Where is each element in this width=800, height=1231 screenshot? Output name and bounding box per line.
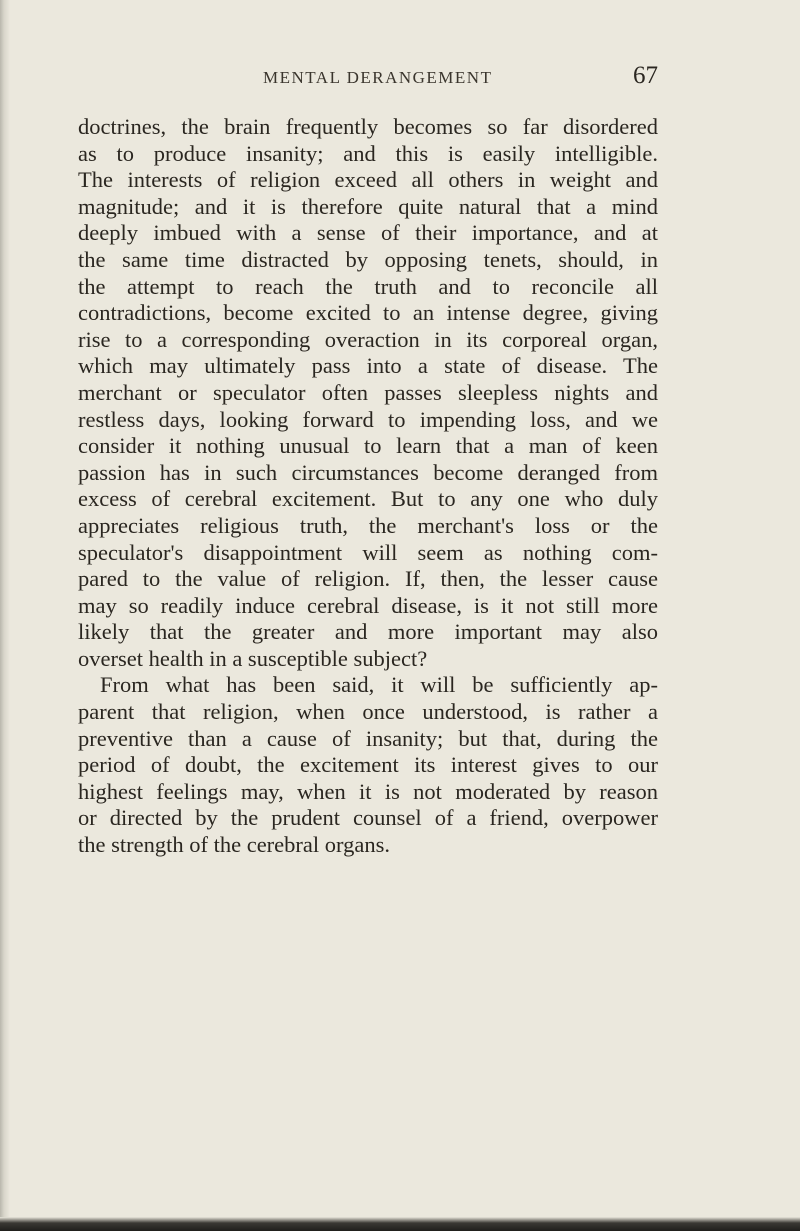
text-line: excess of cerebral excitement. But to any one who duly (78, 486, 658, 512)
text-line: the attempt to reach the truth and to reconcile all (78, 273, 658, 299)
text-line: merchant or speculator often passes sleepless nights and (78, 379, 658, 405)
text-line: passion has in such circumstances become deranged from (78, 459, 658, 485)
paragraph-1 (78, 114, 658, 672)
text-line: contradictions, become excited to an intense degree, giving (78, 300, 658, 326)
text-line: restless days, looking forward to impending loss, and we (78, 406, 658, 432)
text-line: as to produce insanity; and this is easily intelligible. (78, 140, 658, 166)
paragraph-2 (78, 672, 658, 858)
text-line: From what has been said, it will be sufficiently ap- (100, 672, 658, 698)
text-line: preventive than a cause of insanity; but that, during the (78, 725, 658, 751)
text-line: appreciates religious truth, the merchant's loss or the (78, 512, 658, 538)
text-line: doctrines, the brain frequently becomes so far disordered (78, 114, 658, 139)
text-line: pared to the value of religion. If, then, the lesser cause (78, 566, 658, 592)
page-bottom-edge (0, 1217, 800, 1231)
text-line: or directed by the prudent counsel of a friend, overpower (78, 805, 658, 831)
text-line: deeply imbued with a sense of their importance, and at (78, 220, 658, 246)
text-line: period of doubt, the excitement its interest gives to our (78, 752, 658, 778)
page-number: 67 (633, 62, 658, 89)
text-line: the strength of the cerebral organs. (78, 832, 390, 858)
text-line: magnitude; and it is therefore quite natural that a mind (78, 193, 658, 219)
running-head (78, 62, 658, 92)
text-line: consider it nothing unusual to learn that a man of keen (78, 433, 658, 459)
text-line: highest feelings may, when it is not moderated by reason (78, 778, 658, 804)
text-line: The interests of religion exceed all others in weight and (78, 167, 658, 193)
text-line: speculator's disappointment will seem as nothing com- (78, 539, 658, 565)
body-text (78, 114, 658, 859)
text-line: parent that religion, when once understood, is rather a (78, 699, 658, 725)
running-title: MENTAL DERANGEMENT (263, 68, 493, 87)
text-line: overset health in a susceptible subject? (78, 645, 428, 671)
text-line: the same time distracted by opposing tenets, should, in (78, 246, 658, 272)
text-line: which may ultimately pass into a state of disease. The (78, 353, 658, 379)
text-line: likely that the greater and more important may also (78, 619, 658, 645)
text-line: rise to a corresponding overaction in its corporeal organ, (78, 326, 658, 352)
text-line: may so readily induce cerebral disease, is it not still more (78, 592, 658, 618)
page-binding-edge (0, 0, 10, 1231)
